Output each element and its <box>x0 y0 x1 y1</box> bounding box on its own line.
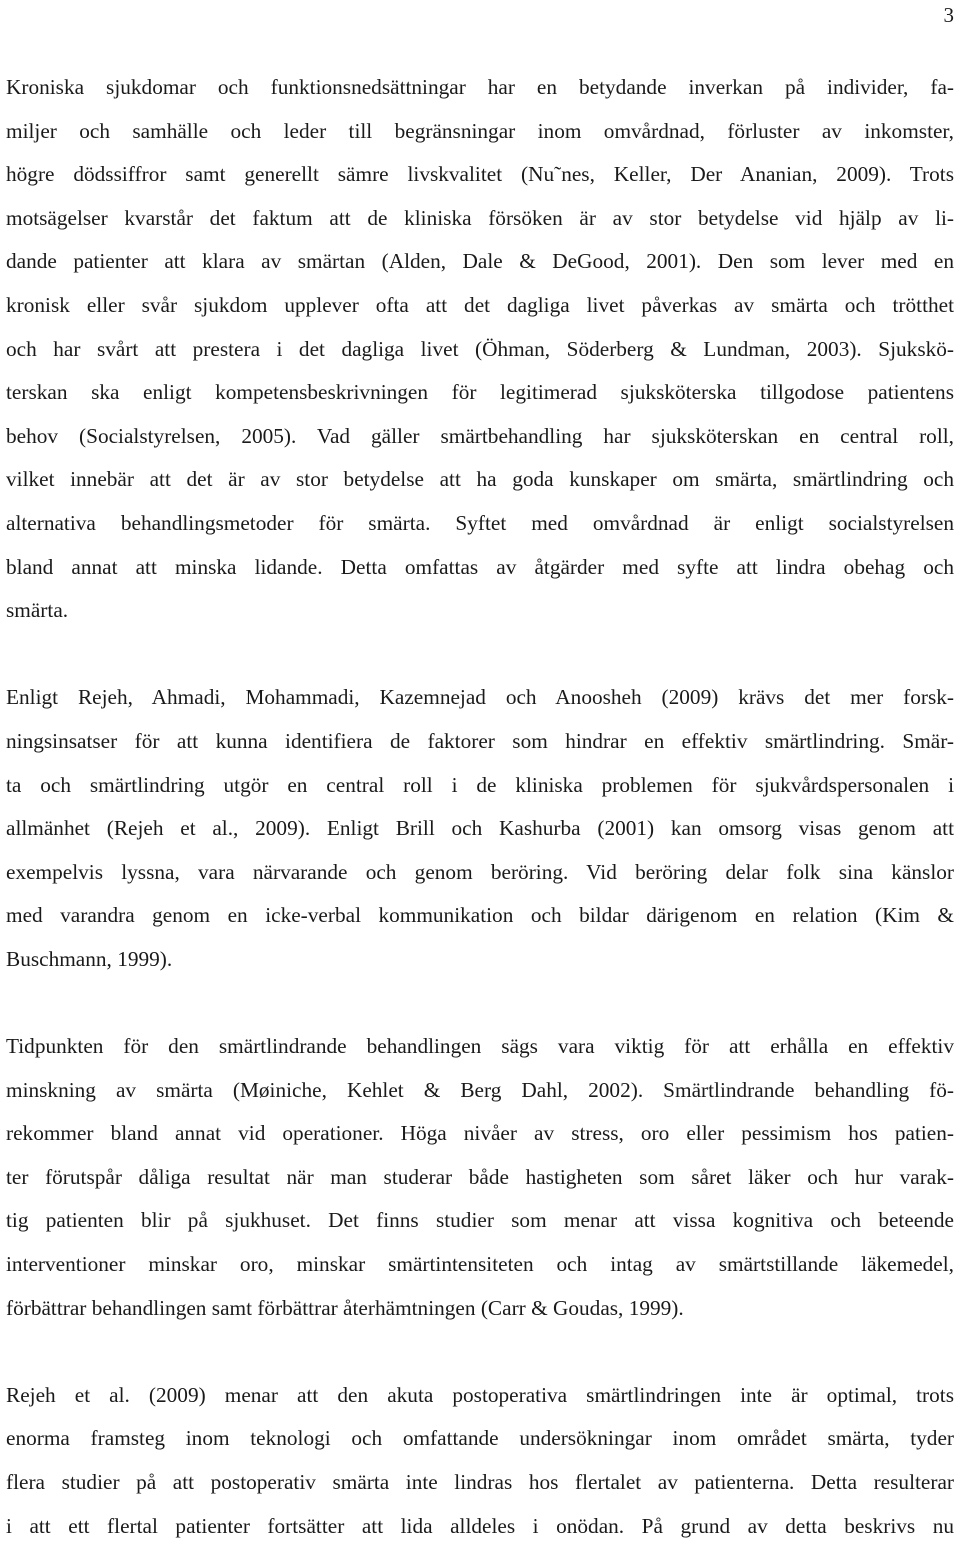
text-line: exempelvis lyssna, vara närvarande och genom beröring. Vid beröring delar folk sina känslor <box>6 859 954 884</box>
text-line: tig patienten blir på sjukhuset. Det finns studier som menar att vissa kognitiva och beteende <box>6 1208 954 1233</box>
text-line: ta och smärtlindring utgör en central roll i de kliniska problemen för sjukvårdspersonalen i <box>6 772 954 797</box>
document-body <box>6 66 954 1548</box>
paragraph-3 <box>6 1025 954 1330</box>
text-line: vilket innebär att det är av stor betydelse att ha goda kunskaper om smärta, smärtlindring och <box>6 467 954 492</box>
paragraph-gap <box>6 1330 954 1374</box>
paragraph-1 <box>6 66 954 633</box>
text-line: med varandra genom en icke-verbal kommunikation och bildar därigenom en relation (Kim & <box>6 903 954 928</box>
text-line: i att ett flertal patienter fortsätter att lida alldeles i onödan. På grund av detta beskrivs nu <box>6 1513 954 1538</box>
text-line: interventioner minskar oro, minskar smärtintensiteten och intag av smärtstillande läkemedel, <box>6 1252 954 1277</box>
text-line: kronisk eller svår sjukdom upplever ofta att det dagliga livet påverkas av smärta och trötthet <box>6 292 954 317</box>
text-line: alternativa behandlingsmetoder för smärta. Syftet med omvårdnad är enligt socialstyrelsen <box>6 510 954 535</box>
text-line: miljer och samhälle och leder till begränsningar inom omvårdnad, förluster av inkomster, <box>6 118 954 143</box>
text-line: rekommer bland annat vid operationer. Höga nivåer av stress, oro eller pessimism hos patien- <box>6 1121 954 1146</box>
paragraph-gap <box>6 981 954 1025</box>
text-line: flera studier på att postoperativ smärta inte lindras hos flertalet av patienterna. Detta resulterar <box>6 1470 954 1494</box>
text-line: smärta. <box>6 598 69 623</box>
text-line: högre dödssiffror samt generellt sämre livskvalitet (Nu˜nes, Keller, Der Ananian, 2009). Trots <box>6 162 954 187</box>
page-number: 3 <box>943 3 954 27</box>
text-line: terskan ska enligt kompetensbeskrivningen för legitimerad sjuksköterska tillgodose patientens <box>6 380 954 405</box>
paragraph-4 <box>6 1374 954 1548</box>
text-line: Enligt Rejeh, Ahmadi, Mohammadi, Kazemnejad och Anoosheh (2009) krävs det mer forsk- <box>6 685 954 710</box>
text-line: förbättrar behandlingen samt förbättrar återhämtningen (Carr & Goudas, 1999). <box>6 1295 684 1320</box>
text-line: ter förutspår dåliga resultat när man studerar både hastigheten som såret läker och hur varak- <box>6 1164 954 1189</box>
text-line: ningsinsatser för att kunna identifiera de faktorer som hindrar en effektiv smärtlindring. Smär- <box>6 728 954 753</box>
text-line: dande patienter att klara av smärtan (Alden, Dale & DeGood, 2001). Den som lever med en <box>6 249 954 274</box>
text-line: och har svårt att prestera i det dagliga livet (Öhman, Söderberg & Lundman, 2003). Sjukskö- <box>6 336 954 361</box>
text-line: behov (Socialstyrelsen, 2005). Vad gäller smärtbehandling har sjuksköterskan en central roll, <box>6 423 954 448</box>
text-line: Buschmann, 1999). <box>6 946 173 971</box>
text-line: enorma framsteg inom teknologi och omfattande undersökningar inom området smärta, tyder <box>6 1426 954 1451</box>
text-line: bland annat att minska lidande. Detta omfattas av åtgärder med syfte att lindra obehag och <box>6 554 954 579</box>
text-line: Kroniska sjukdomar och funktionsnedsättningar har en betydande inverkan på individer, fa- <box>6 75 954 99</box>
text-line: Tidpunkten för den smärtlindrande behandlingen sägs vara viktig för att erhålla en effektiv <box>6 1034 954 1059</box>
paragraph-gap <box>6 633 954 677</box>
text-line: motsägelser kvarstår det faktum att de kliniska försöken är av stor betydelse vid hjälp av li- <box>6 205 954 230</box>
paragraph-2 <box>6 676 954 981</box>
text-line: Rejeh et al. (2009) menar att den akuta postoperativa smärtlindringen inte är optimal, trots <box>6 1382 954 1407</box>
text-line: minskning av smärta (Møiniche, Kehlet & Berg Dahl, 2002). Smärtlindrande behandling fö- <box>6 1077 954 1102</box>
text-line: allmänhet (Rejeh et al., 2009). Enligt Brill och Kashurba (2001) kan omsorg visas genom att <box>6 816 954 841</box>
